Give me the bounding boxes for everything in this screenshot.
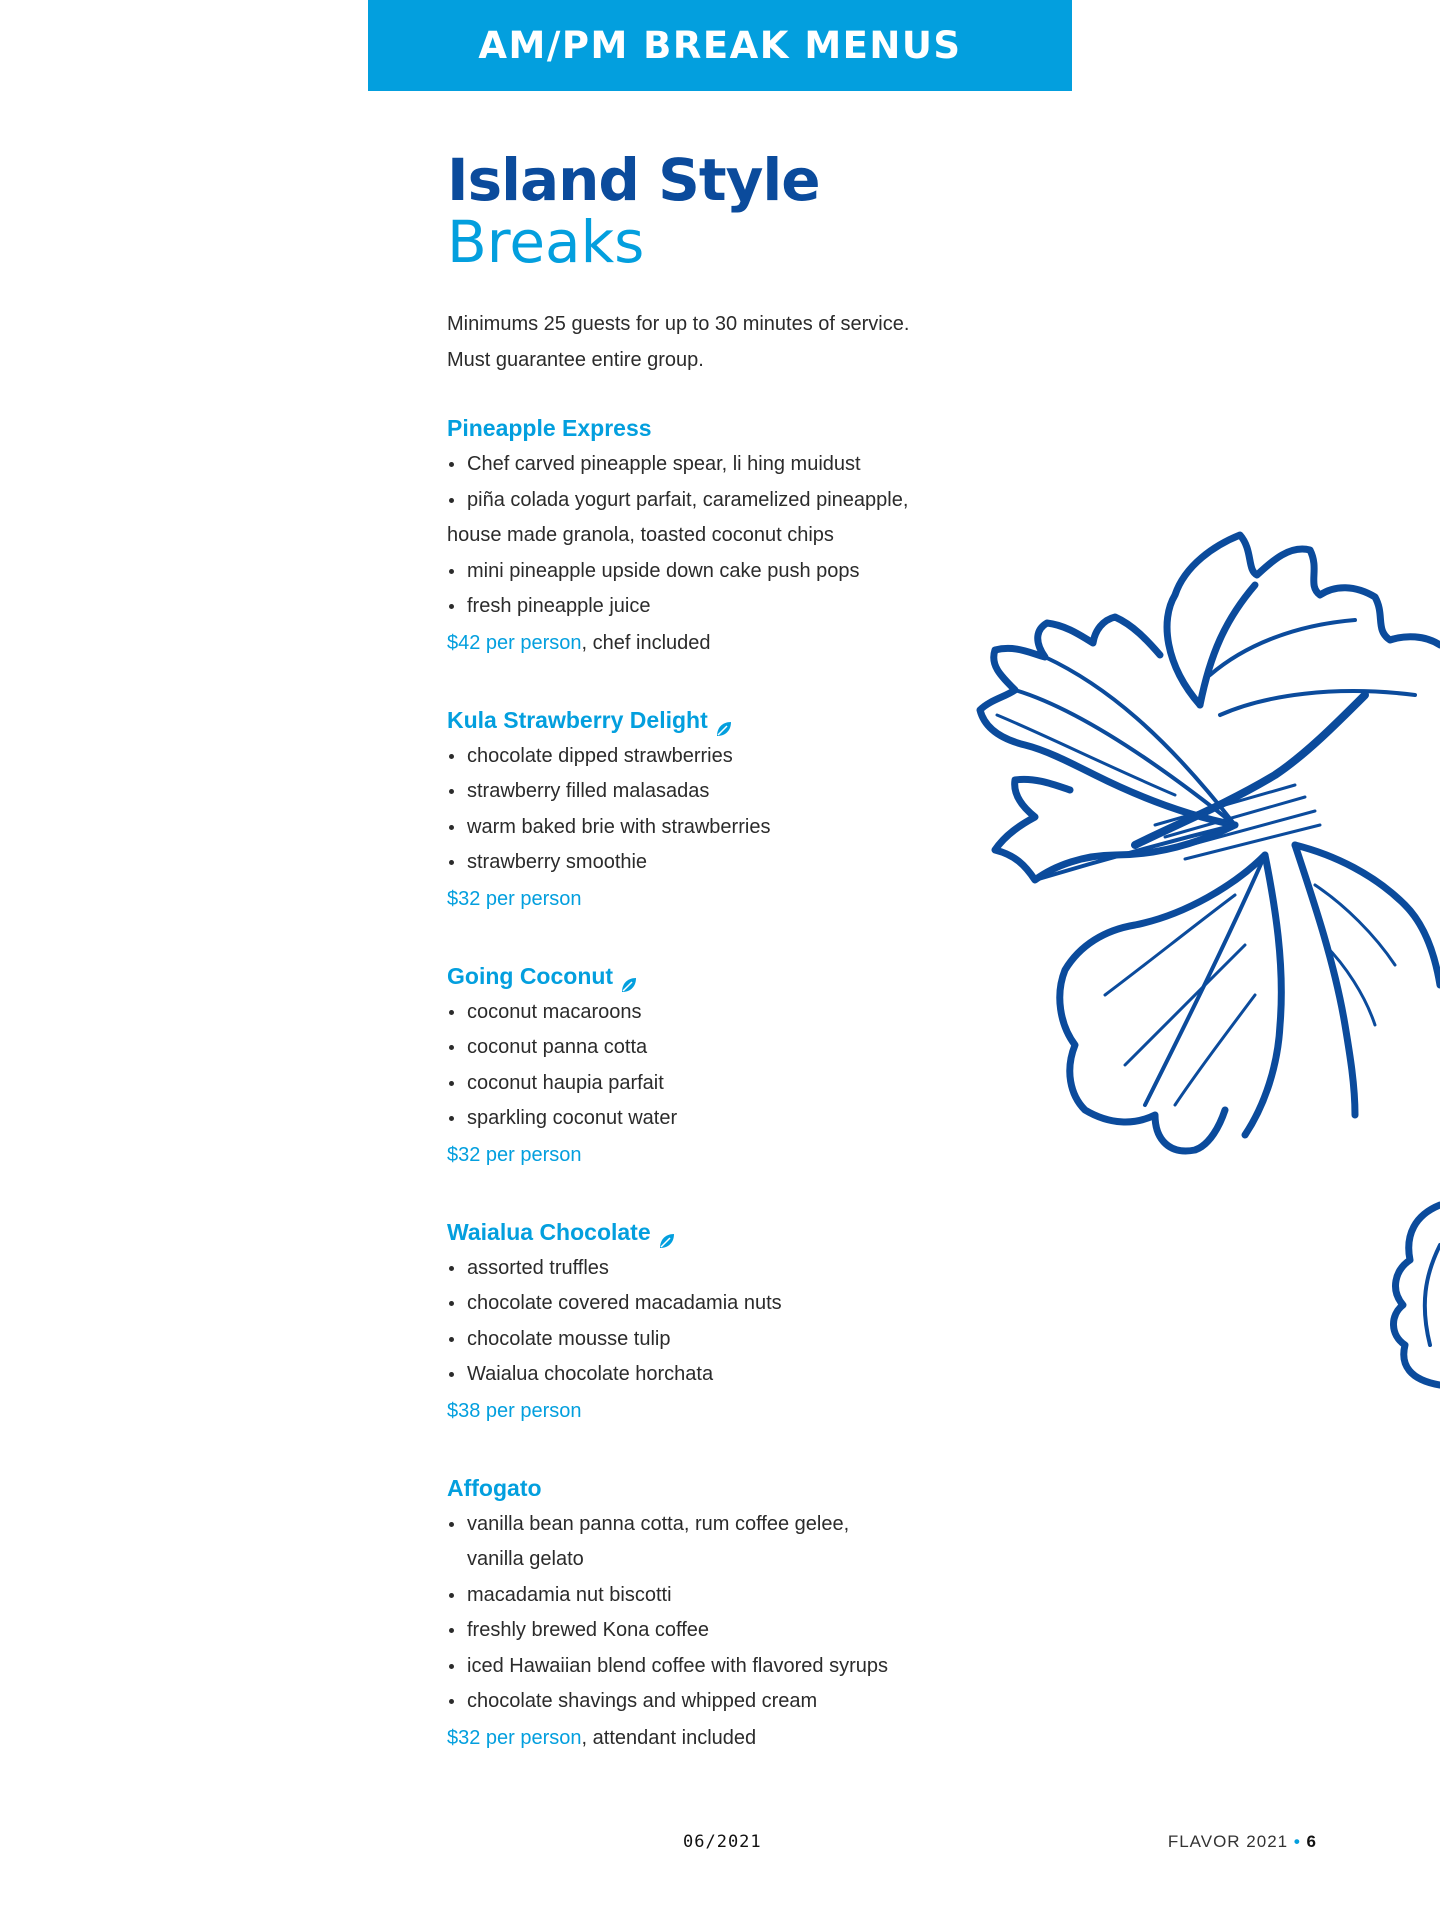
list-item: chocolate mousse tulip (447, 1322, 1007, 1358)
list-item: Chef carved pineapple spear, li hing muidust (447, 447, 1007, 483)
price-note: , chef included (581, 631, 711, 654)
menu-section (447, 1213, 1007, 1429)
list-item: chocolate shavings and whipped cream (447, 1684, 1007, 1720)
section-title (447, 701, 1007, 739)
list-item: coconut panna cotta (447, 1030, 1007, 1066)
menu-section (447, 957, 1007, 1173)
footer-separator: • (1293, 1832, 1301, 1851)
leaf-icon (715, 711, 733, 729)
list-item: fresh pineapple juice (447, 589, 1007, 625)
price-line (447, 1137, 1007, 1173)
list-item: house made granola, toasted coconut chips (447, 524, 834, 546)
list-item: coconut haupia parfait (447, 1066, 1007, 1102)
price-line (447, 881, 1007, 917)
leaf-icon (658, 1223, 676, 1241)
list-item: sparkling coconut water (447, 1101, 1007, 1137)
intro-line-1: Minimums 25 guests for up to 30 minutes of service. (447, 313, 910, 335)
page-title-line1: Island Style (447, 146, 820, 214)
footer-brand: FLAVOR 2021 (1167, 1832, 1289, 1851)
price: $32 per person (447, 1726, 582, 1749)
list-item: coconut macaroons (447, 995, 1007, 1031)
price: $38 per person (447, 1399, 582, 1422)
page-number: 6 (1306, 1832, 1317, 1851)
list-item: vanilla gelato (467, 1548, 584, 1570)
footer-date: 06/2021 (683, 1832, 762, 1852)
price-note: , attendant included (581, 1726, 757, 1749)
list-item: chocolate covered macadamia nuts (447, 1286, 1007, 1322)
list-item: assorted truffles (447, 1251, 1007, 1287)
section-title (447, 409, 1007, 447)
intro-text (447, 306, 909, 378)
list-item: iced Hawaiian blend coffee with flavored syrups (447, 1649, 1007, 1685)
section-title (447, 957, 1007, 995)
price: $42 per person (447, 631, 582, 654)
section-title-text: Pineapple Express (447, 415, 652, 441)
list-item: chocolate dipped strawberries (447, 739, 1007, 775)
list-item: warm baked brie with strawberries (447, 810, 1007, 846)
banner-title: AM/PM BREAK MENUS (478, 24, 962, 67)
price-line (447, 625, 1007, 661)
menu-section (447, 1469, 1007, 1756)
page-title (447, 146, 820, 276)
item-list (447, 1507, 1007, 1720)
page-title-line2: Breaks (447, 208, 645, 276)
section-title-text: Kula Strawberry Delight (447, 706, 708, 733)
price-line (447, 1720, 1007, 1756)
menu-section (447, 701, 1007, 917)
price-line (447, 1393, 1007, 1429)
list-item: Waialua chocolate horchata (447, 1357, 1007, 1393)
price: $32 per person (447, 887, 582, 910)
leaf-botanical-illustration (935, 525, 1440, 1425)
list-item: strawberry filled malasadas (447, 774, 1007, 810)
section-title-text: Affogato (447, 1474, 542, 1501)
list-item: piña colada yogurt parfait, caramelized pineapple, (447, 483, 1007, 519)
menu-sections (447, 409, 1007, 1796)
section-title (447, 1213, 1007, 1251)
section-title (447, 1469, 1007, 1507)
section-title-text: Going Coconut (447, 962, 614, 989)
leaf-icon (620, 967, 638, 985)
footer-page-info (1168, 1832, 1317, 1852)
item-list (447, 995, 1007, 1137)
list-item: mini pineapple upside down cake push pops (447, 554, 1007, 590)
price: $32 per person (447, 1143, 582, 1166)
list-item: macadamia nut biscotti (447, 1578, 1007, 1614)
header-banner (368, 0, 1072, 91)
list-item: freshly brewed Kona coffee (447, 1613, 1007, 1649)
section-title-text: Waialua Chocolate (447, 1218, 651, 1245)
intro-line-2: Must guarantee entire group. (447, 349, 704, 371)
menu-section (447, 409, 1007, 661)
item-list (447, 447, 1007, 625)
item-list (447, 1251, 1007, 1393)
item-list (447, 739, 1007, 881)
list-item: vanilla bean panna cotta, rum coffee gelee, (447, 1507, 1007, 1543)
list-item: strawberry smoothie (447, 845, 1007, 881)
